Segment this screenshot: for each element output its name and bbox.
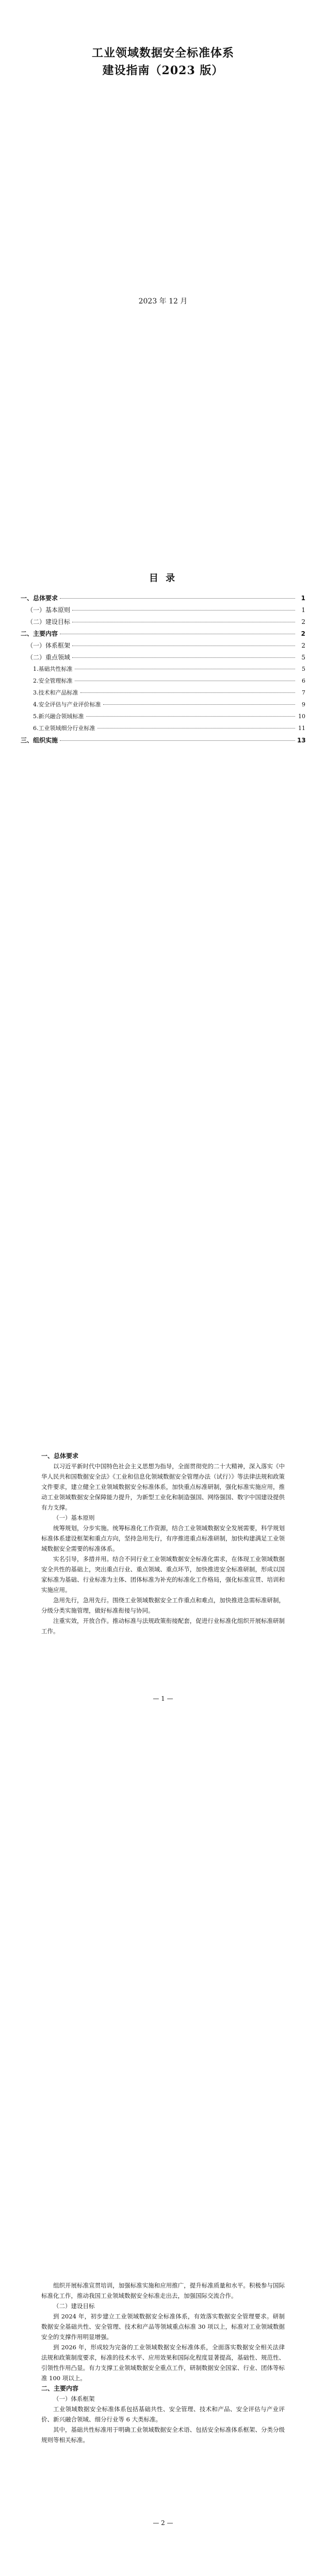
paragraph: 急用先行，急用先行。围绕工业领域数据安全工作重点和难点，加快推进急需标准研制，分级分类实施管理，做好标准衔接与协同。 — [41, 1597, 285, 1614]
toc-dot-leader — [60, 598, 295, 599]
toc-entry[interactable] — [21, 724, 305, 736]
subsection-heading-principles: （一）基本原则 — [53, 1514, 95, 1521]
cover-page — [0, 0, 326, 562]
toc-dot-leader — [72, 657, 295, 658]
toc-entry-label: 6.工业领域细分行业标准 — [33, 725, 95, 732]
toc-entry[interactable] — [21, 736, 305, 748]
toc-entry-page: 6 — [302, 677, 305, 684]
paragraph: 组织开展标准宣贯培训，加强标准实施和应用推广，提升标准质量和水平。积极参与国际标准化工作，推动我国工业领域数据安全标准走出去，加强国际交流合作。 — [41, 2282, 285, 2299]
toc-entry[interactable] — [21, 712, 305, 724]
paragraph: 到 2026 年，形成较为完备的工业领域数据安全标准体系，全面落实数据安全相关法律法规和政策制度要求，标准的技术水平、应用效果和国际化程度显著提高，基础性、规范性、引领性作用凸显。有力支撑工业领域数据安全重点工作，研制数据安全国家、行业、团体等标准 100 项以上。 — [41, 2344, 285, 2382]
toc-entry-label: 二、主要内容 — [21, 630, 58, 637]
cover-title-line-1: 工业领域数据安全标准体系 — [91, 46, 234, 60]
toc-entry-page: 5 — [301, 654, 305, 661]
toc-entry-page: 1 — [301, 606, 305, 614]
toc-entry[interactable] — [21, 688, 305, 700]
paragraph: 到 2024 年，初步建立工业领域数据安全标准体系，有效落实数据安全管理要求。研制数据安全基础共性、安全管理、技术和产品等领域重点标准 30 项以上，标准对工业领域数据安全的支撑作用明显增强。 — [41, 2313, 285, 2341]
cover-date: 2023 年 12 月 — [138, 297, 188, 306]
toc-entry-page: 9 — [302, 701, 305, 708]
toc-entry[interactable] — [21, 605, 305, 617]
toc-entry-page: 2 — [301, 630, 305, 637]
toc-entry-label: （一）体系框架 — [27, 642, 71, 649]
toc-entry-label: 3.技术和产品标准 — [33, 689, 78, 696]
toc-entry-label: （一）基本原则 — [27, 606, 71, 614]
page-2-content — [41, 2280, 285, 2445]
paragraph: 注重实效，开放合作。推动标准与法规政策衔接配套，促进行业标准化组织开展标准研制工作。 — [41, 1617, 285, 1635]
toc-entry[interactable] — [21, 700, 305, 712]
toc-entry[interactable] — [21, 676, 305, 688]
subsection-heading-goals: （二）建设目标 — [53, 2302, 95, 2310]
toc-entry-page: 10 — [298, 713, 305, 720]
toc-entry-label: 一、总体要求 — [21, 595, 58, 602]
toc-dot-leader — [103, 704, 296, 705]
toc-dot-leader — [72, 610, 295, 611]
paragraph: 实名引导，多措并用。结合不同行业工业领域数据安全标准化需求，在体现工业领域数据安全共性的基础上，突出重点行业、重点领域、重点环节，加快推进安全标准研制，形成以国家标准为基础、行业标准为主体、团体标准为补充的标准化工作格局，强化标准宣贯、培训和实施应用。 — [41, 1555, 285, 1594]
toc-entry[interactable] — [21, 665, 305, 676]
section-heading-general: 一、总体要求 — [41, 1452, 79, 1460]
body-page-2 — [0, 2262, 326, 2576]
toc-entry-page: 2 — [301, 642, 305, 649]
page-1-content — [41, 1451, 285, 1636]
subsection-heading-framework: （一）体系框架 — [53, 2395, 95, 2402]
toc-entry-page: 7 — [302, 689, 305, 696]
toc-title: 目 录 — [149, 573, 177, 584]
paragraph: 统筹规划，分步实施。统筹标准化工作资源，结合工业领域数据安全发展需要，科学规划标准体系建设框架和重点方向，坚持急用先行，有序推进重点标准研制，加快构建满足工业领域数据安全需要的标准体系。 — [41, 1524, 285, 1552]
paragraph: 以习近平新时代中国特色社会主义思想为指导，全面贯彻党的二十大精神，深入落实《中华人民共和国数据安全法》《工业和信息化领域数据安全管理办法（试行）》等法律法规和政策文件要求，建立健全工业领域数据安全标准体系，加快重点标准研制，强化标准实施应用，推动工业领域数据安全保障能力提升，为新型工业化和制造强国、网络强国、数字中国建设提供有力支撑。 — [41, 1463, 285, 1511]
cover-title-line-2: 建设指南（2023 版） — [102, 64, 224, 77]
toc-entry-page: 5 — [302, 666, 305, 672]
section-heading-main-content: 二、主要内容 — [41, 2385, 79, 2392]
toc-entry-page: 11 — [298, 725, 305, 732]
toc-entry-label: 三、组织实施 — [21, 737, 58, 744]
toc-dot-leader — [60, 740, 295, 741]
toc-entry[interactable] — [21, 629, 305, 641]
toc-entry-label: 1.基础共性标准 — [33, 666, 73, 672]
toc-page — [0, 562, 326, 1432]
toc-entry-label: 4.安全评估与产业评价标准 — [33, 701, 101, 708]
toc-entry-label: 2.安全管理标准 — [33, 677, 73, 684]
paragraph: 其中，基础共性标准用于明确工业领域数据安全术语、包括安全标准体系框架、分类分级规则等相关标准。 — [41, 2426, 285, 2444]
body-page-1 — [0, 1432, 326, 2262]
toc-entry[interactable] — [21, 594, 305, 605]
page-number: — 2 — — [153, 2519, 173, 2527]
toc-entry[interactable] — [21, 641, 305, 653]
toc-entry-label: （二）建设目标 — [27, 618, 71, 625]
toc-list — [21, 594, 305, 748]
page-number: — 1 — — [153, 1695, 173, 1702]
cover-title — [0, 44, 326, 79]
paragraph: 工业领域数据安全标准体系包括基础共性、安全管理、技术和产品、安全评估与产业评价、新兴融合领域、细分行业等 6 大类标准。 — [41, 2405, 285, 2423]
toc-entry-page: 13 — [297, 737, 306, 744]
toc-entry-page: 2 — [301, 618, 305, 625]
toc-entry-label: 5.新兴融合领域标准 — [33, 713, 84, 720]
toc-entry[interactable] — [21, 617, 305, 629]
toc-dot-leader — [80, 692, 296, 693]
toc-entry-page: 1 — [301, 595, 305, 602]
toc-dot-leader — [86, 716, 296, 717]
toc-entry[interactable] — [21, 653, 305, 665]
toc-entry-label: （二）重点领域 — [27, 654, 71, 661]
